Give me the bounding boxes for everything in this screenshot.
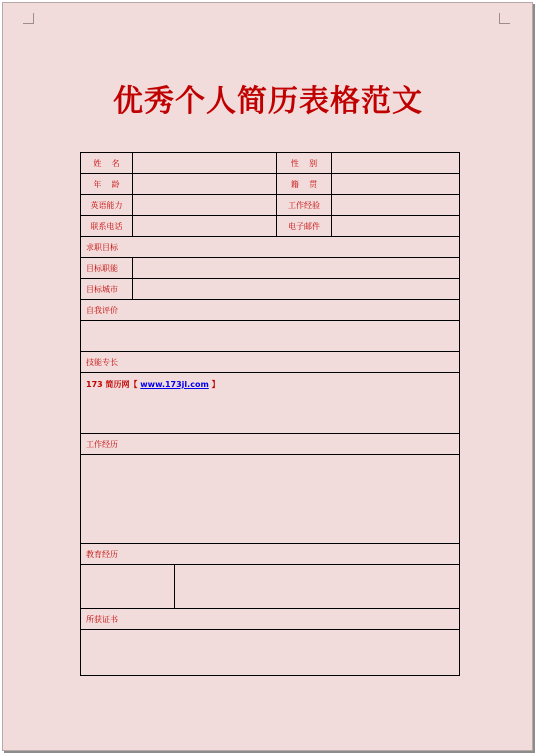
table-row	[81, 153, 460, 174]
table-row	[81, 455, 460, 544]
phone-value[interactable]	[133, 216, 277, 237]
table-row	[81, 195, 460, 216]
table-row	[81, 609, 460, 630]
site-link[interactable]: www.173jl.com	[140, 380, 209, 389]
work-history-content[interactable]	[81, 455, 460, 544]
native-place-value[interactable]	[332, 174, 460, 195]
target-position-value[interactable]	[133, 258, 460, 279]
certificates-content[interactable]	[81, 630, 460, 676]
table-row	[81, 352, 460, 373]
self-evaluation-header: 自我评价	[81, 300, 460, 321]
resume-table	[80, 152, 460, 676]
table-row	[81, 300, 460, 321]
target-city-label: 目标城市	[81, 279, 133, 300]
email-value[interactable]	[332, 216, 460, 237]
table-row	[81, 174, 460, 195]
skills-content[interactable]	[81, 373, 460, 434]
education-detail[interactable]	[175, 565, 460, 609]
self-evaluation-content[interactable]	[81, 321, 460, 352]
email-label: 电子邮件	[277, 216, 332, 237]
page-corner-mark	[23, 13, 34, 24]
table-row	[81, 237, 460, 258]
skills-note-suffix: 】	[208, 380, 220, 389]
table-row	[81, 216, 460, 237]
table-row	[81, 373, 460, 434]
page-title: 优秀个人简历表格范文	[113, 84, 423, 119]
table-row	[81, 321, 460, 352]
work-experience-label: 工作经验	[277, 195, 332, 216]
target-position-label: 目标职能	[81, 258, 133, 279]
gender-value[interactable]	[332, 153, 460, 174]
certificates-header: 所获证书	[81, 609, 460, 630]
gender-label: 性 别	[277, 153, 332, 174]
phone-label: 联系电话	[81, 216, 133, 237]
table-row	[81, 258, 460, 279]
objective-header: 求职目标	[81, 237, 460, 258]
english-ability-label: 英语能力	[81, 195, 133, 216]
work-history-header: 工作经历	[81, 434, 460, 455]
education-header: 教育经历	[81, 544, 460, 565]
name-label: 姓 名	[81, 153, 133, 174]
age-value[interactable]	[133, 174, 277, 195]
age-label: 年 龄	[81, 174, 133, 195]
table-row	[81, 544, 460, 565]
table-row	[81, 434, 460, 455]
table-row	[81, 565, 460, 609]
target-city-value[interactable]	[133, 279, 460, 300]
native-place-label: 籍 贯	[277, 174, 332, 195]
skills-note-prefix: 173 简历网【	[86, 380, 141, 389]
name-value[interactable]	[133, 153, 277, 174]
table-row	[81, 279, 460, 300]
skills-header: 技能专长	[81, 352, 460, 373]
work-experience-value[interactable]	[332, 195, 460, 216]
table-row	[81, 630, 460, 676]
page-corner-mark	[499, 13, 510, 24]
education-period[interactable]	[81, 565, 175, 609]
english-ability-value[interactable]	[133, 195, 277, 216]
